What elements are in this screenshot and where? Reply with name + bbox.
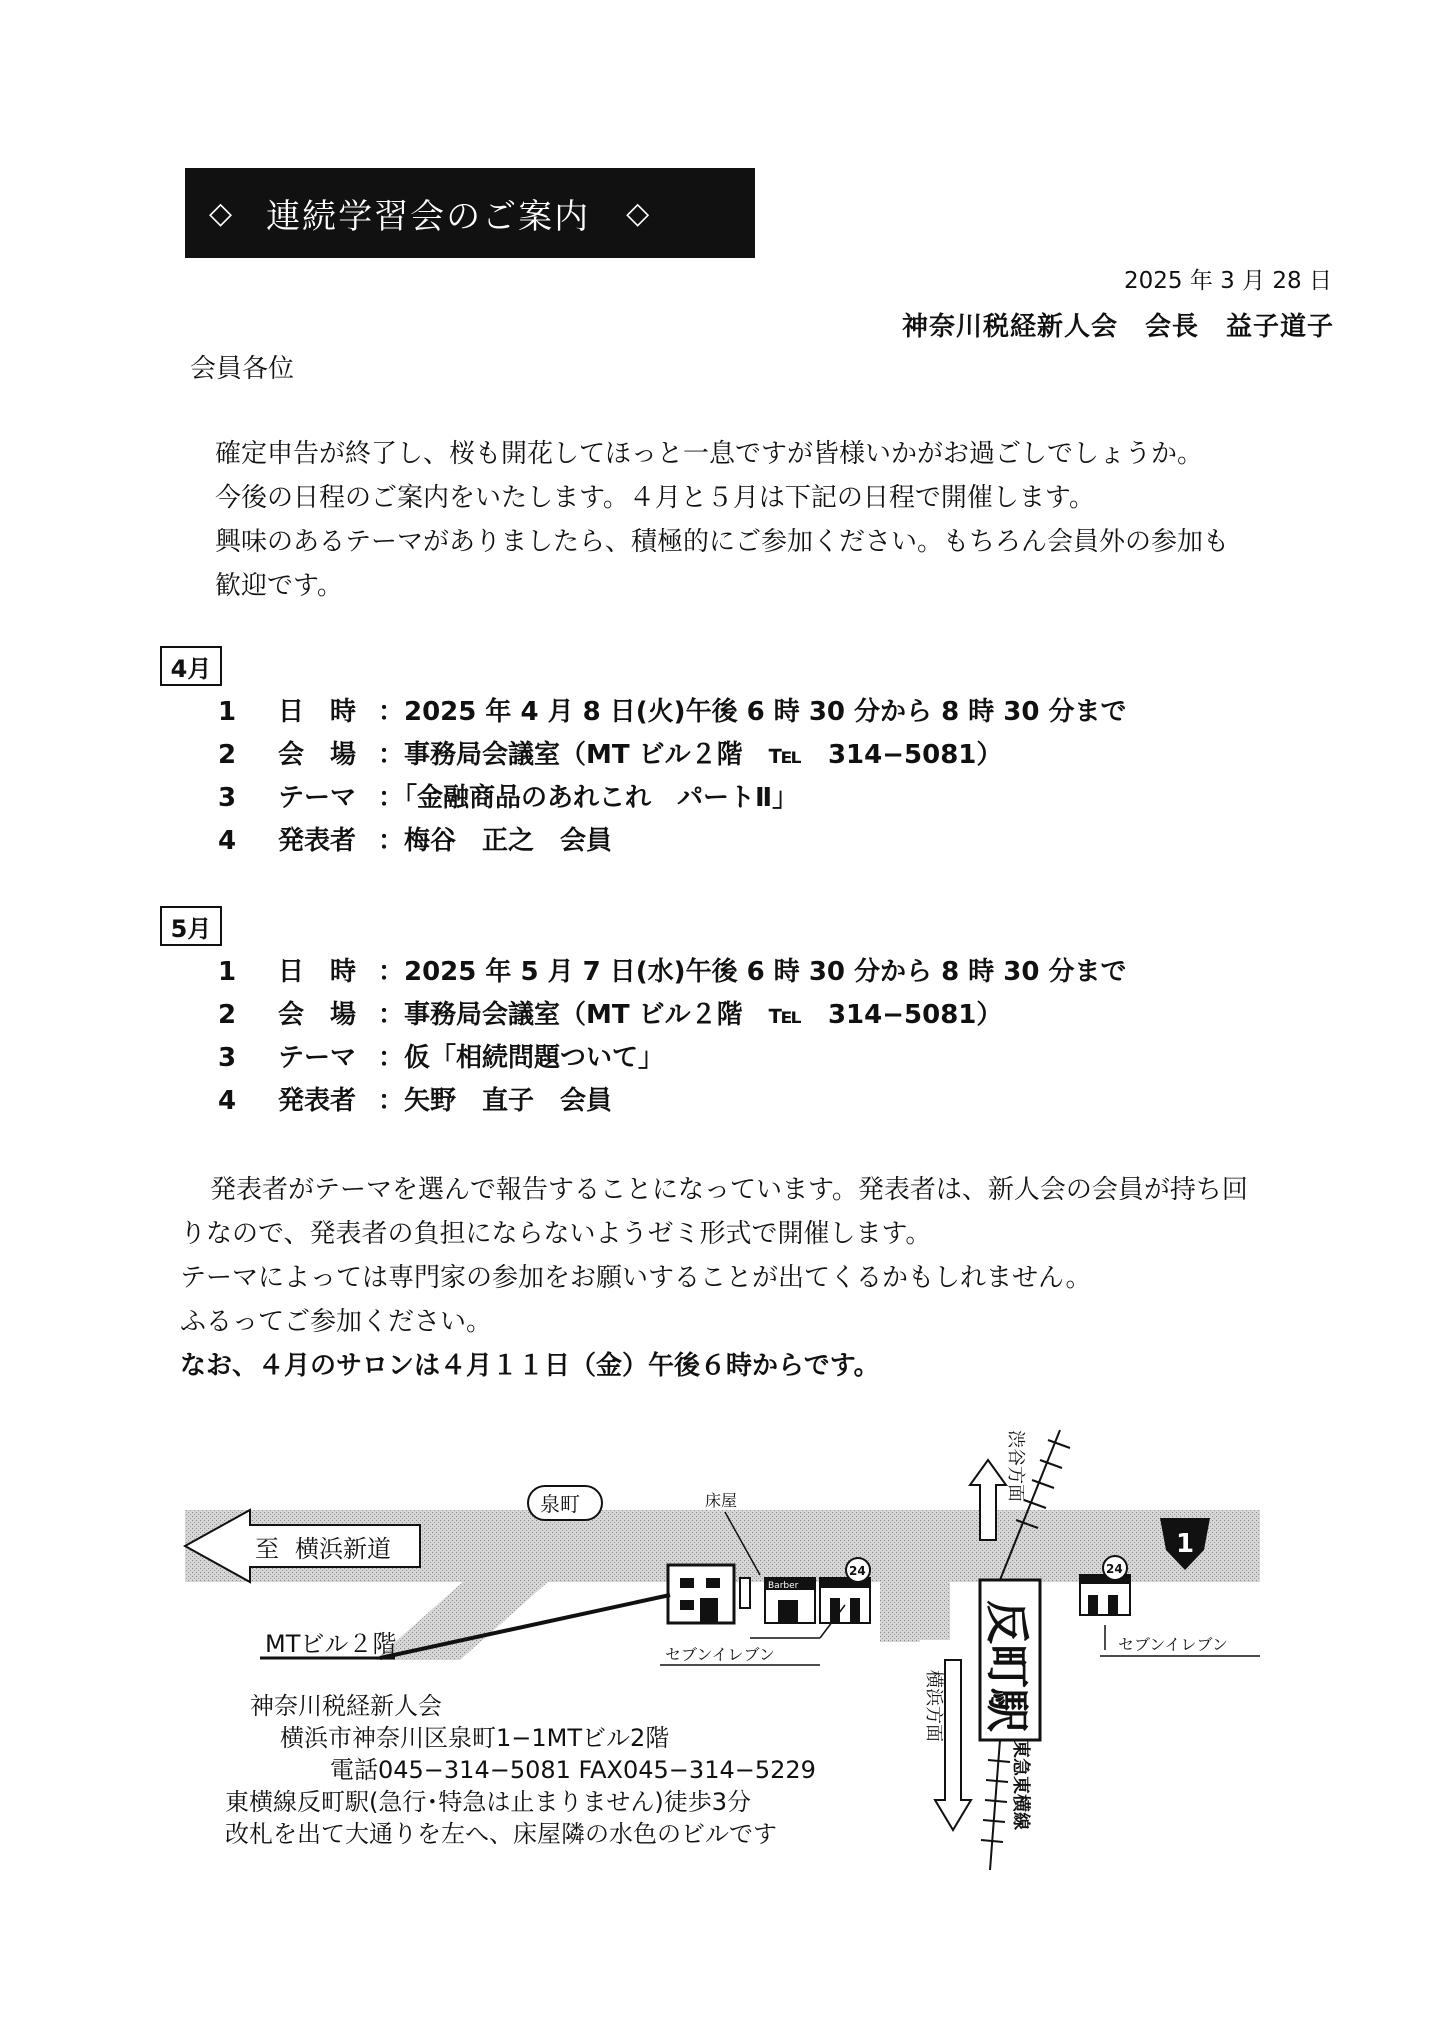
item-number: 2 <box>218 1000 237 1030</box>
may-item-theme <box>218 1038 664 1078</box>
closing-line: りなので、発表者の負担にならないようゼミ形式で開催します。 <box>180 1219 932 1249</box>
footer-directions: 改札を出て大通りを左へ、床屋隣の水色のビルです <box>225 1820 777 1848</box>
item-key: 発表者 <box>278 826 357 856</box>
map-label-izumicho: 泉町 <box>540 1492 580 1516</box>
item-value: ：2025 年 5 月 7 日(水)午後 6 時 30 分から 8 時 30 分まで <box>378 957 1127 987</box>
item-value: ：事務局会議室（MT ビル２階 ℡ 314−5081） <box>378 740 1003 770</box>
diamond-icon: ◇ <box>209 195 235 231</box>
april-heading: 4月 <box>160 646 222 686</box>
intro-paragraph <box>215 432 1335 608</box>
item-key: 日 時 <box>278 697 357 727</box>
item-value: ：「金融商品のあれこれ パートⅡ」 <box>378 783 799 813</box>
closing-line: ふるってご参加ください。 <box>180 1307 493 1337</box>
station-name: 反町駅 <box>981 1600 1032 1732</box>
salutation: 会員各位 <box>190 354 295 384</box>
map-label-yokohama-direction: 横浜方面 <box>923 1670 944 1742</box>
april-item-presenter <box>218 821 612 861</box>
route-number: 1 <box>1176 1529 1195 1559</box>
april-item-datetime <box>218 692 1127 732</box>
may-item-venue <box>218 995 1002 1035</box>
map-label-line: 東急東横線 <box>1010 1740 1031 1830</box>
map-label-mt-building: MTビル２階 <box>265 1630 397 1658</box>
footer-info <box>225 1690 816 1850</box>
page-title: 連続学習会のご案内 <box>266 196 591 237</box>
item-number: 1 <box>218 697 237 727</box>
intro-line: 興味のあるテーマがありましたら、積極的にご参加ください。もちろん会員外の参加も <box>215 527 1230 557</box>
map-label-barber: 床屋 <box>705 1491 738 1510</box>
map-label-seven-eleven-2: セブンイレブン <box>1118 1635 1228 1654</box>
item-number: 3 <box>218 1043 237 1073</box>
may-item-datetime <box>218 952 1127 992</box>
item-key: 発表者 <box>278 1086 357 1116</box>
barber-sign: Barber <box>768 1581 799 1591</box>
footer-access: 東横線反町駅(急行･特急は止まりません)徒歩3分 <box>225 1788 751 1816</box>
map-label-yokohama-shindo: 横浜新道 <box>295 1535 391 1563</box>
item-number: 2 <box>218 740 237 770</box>
intro-line: 歓迎です。 <box>215 571 343 601</box>
intro-line: 確定申告が終了し、桜も開花してほっと一息ですが皆様いかがお過ごしでしょうか。 <box>215 439 1204 469</box>
organization-signature: 神奈川税経新人会 会長 益子道子 <box>901 312 1334 342</box>
footer-phone: 電話045−314−5081 FAX045−314−5229 <box>330 1756 816 1784</box>
item-value: ：事務局会議室（MT ビル２階 ℡ 314−5081） <box>378 1000 1003 1030</box>
item-key: 日 時 <box>278 957 357 987</box>
intro-line: 今後の日程のご案内をいたします。４月と５月は下記の日程で開催します。 <box>215 483 1095 513</box>
april-item-theme <box>218 778 798 818</box>
footer-address: 横浜市神奈川区泉町1−1MTビル2階 <box>280 1724 670 1752</box>
item-number: 1 <box>218 957 237 987</box>
item-number: 4 <box>218 826 237 856</box>
map-label-to: 至 <box>255 1535 279 1563</box>
may-item-presenter <box>218 1081 612 1121</box>
closing-paragraph <box>180 1168 1360 1388</box>
title-banner <box>185 168 755 258</box>
item-key: テーマ <box>278 1043 357 1073</box>
item-key: 会 場 <box>278 1000 357 1030</box>
footer-org: 神奈川税経新人会 <box>250 1692 442 1720</box>
closing-line: テーマによっては専門家の参加をお願いすることが出てくるかもしれません。 <box>180 1263 1092 1293</box>
item-key: テーマ <box>278 783 357 813</box>
store-24-badge: 24 <box>849 1564 866 1578</box>
salon-notice: なお、４月のサロンは４月１１日（金）午後６時からです。 <box>180 1351 880 1381</box>
store-24-badge: 24 <box>1106 1562 1123 1576</box>
item-number: 4 <box>218 1086 237 1116</box>
item-value: ：矢野 直子 会員 <box>378 1086 613 1116</box>
map-label-seven-eleven: セブンイレブン <box>665 1645 775 1664</box>
document-date: 2025 年 3 月 28 日 <box>1124 268 1332 294</box>
map-label-shibuya: 渋谷方面 <box>1005 1430 1026 1502</box>
item-value: ：2025 年 4 月 8 日(火)午後 6 時 30 分から 8 時 30 分まで <box>378 697 1127 727</box>
diamond-icon: ◇ <box>626 195 652 231</box>
item-number: 3 <box>218 783 237 813</box>
item-key: 会 場 <box>278 740 357 770</box>
may-heading: 5月 <box>160 906 222 946</box>
closing-line: 発表者がテーマを選んで報告することになっています。発表者は、新人会の会員が持ち回 <box>210 1175 1248 1205</box>
item-value: ：仮「相続問題ついて」 <box>378 1043 665 1073</box>
item-value: ：梅谷 正之 会員 <box>378 826 613 856</box>
april-item-venue <box>218 735 1002 775</box>
